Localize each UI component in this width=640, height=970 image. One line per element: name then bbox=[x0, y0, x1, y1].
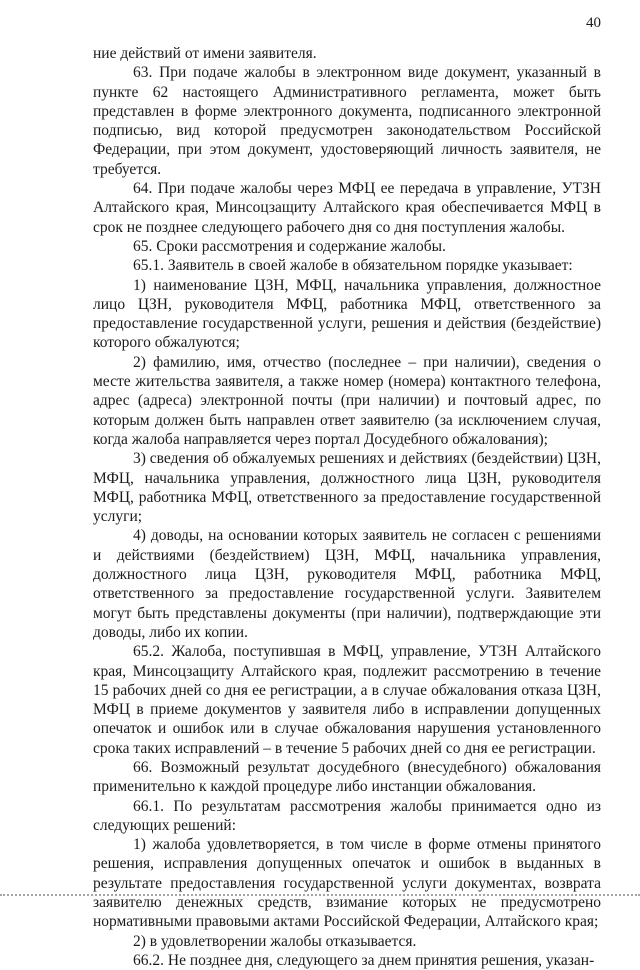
body-paragraph: 66. Возможный результат досудебного (внесудебного) обжалования применительно к каждой процедуре либо инстанции обжалования. bbox=[93, 758, 601, 796]
body-paragraph: ние действий от имени заявителя. bbox=[93, 45, 317, 62]
scan-edge-line bbox=[0, 894, 640, 896]
body-paragraph: 1) наименование ЦЗН, МФЦ, начальника управления, должностное лицо ЦЗН, руководителя МФЦ, работника МФЦ, ответственного за предоставление государственной услуги, решения и действия (бездействие) которого обжалуются; bbox=[93, 276, 601, 352]
document-body bbox=[93, 44, 601, 970]
body-paragraph: 63. При подаче жалобы в электронном виде документ, указанный в пункте 62 настоящего Административного регламента, может быть представлен в форме электронного документа, подписанного электронной подписью, вид которой предусмотрен законодательством Российской Федерации, при этом документ, удостоверяющий личность заявителя, не требуется. bbox=[93, 64, 601, 178]
body-paragraph: 64. При подаче жалобы через МФЦ ее передача в управление, УТЗН Алтайского края, Минсоцзащиту Алтайского края обеспечивается МФЦ в срок не позднее следующего рабочего дня со дня поступления жалобы. bbox=[93, 180, 601, 236]
body-paragraph: 3) сведения об обжалуемых решениях и действиях (бездействии) ЦЗН, МФЦ, начальника управления, должностного лица ЦЗН, руководителя МФЦ, работника МФЦ, ответственного за предоставление государственной услуги; bbox=[93, 450, 601, 526]
body-paragraph: 65.1. Заявитель в своей жалобе в обязательном порядке указывает: bbox=[133, 257, 573, 275]
body-paragraph: 2) в удовлетворении жалобы отказывается. bbox=[133, 932, 417, 950]
body-paragraph: 66.2. Не позднее дня, следующего за днем принятия решения, указан- bbox=[133, 951, 595, 969]
body-paragraph: 1) жалоба удовлетворяется, в том числе в форме отмены принятого решения, исправления допущенных опечаток и ошибок в выданных в результате предоставления государственной услуги документах, возврата заявителю денежных средств, взимание которых не предусмотрено нормативными правовыми актами Российской Федерации, Алтайского края; bbox=[93, 836, 601, 931]
body-paragraph: 2) фамилию, имя, отчество (последнее – при наличии), сведения о месте жительства заявителя, а также номер (номера) контактного телефона, адрес (адреса) электронной почты (при наличии) и почтовый адрес, по которым должен быть направлен ответ заявителю (за исключением случая, когда жалоба направляется через портал Досудебного обжалования); bbox=[93, 353, 601, 448]
body-paragraph: 65.2. Жалоба, поступившая в МФЦ, управление, УТЗН Алтайского края, Минсоцзащиту Алтайского края, подлежит рассмотрению в течение 15 рабочих дней со дня ее регистрации, а в случае обжалования отказа ЦЗН, МФЦ в приеме документов у заявителя либо в исправлении допущенных опечаток и ошибок или в случае обжалования нарушения установленного срока таких исправлений – в течение 5 рабочих дней со дня ее регистрации. bbox=[93, 643, 601, 757]
body-paragraph: 4) доводы, на основании которых заявитель не согласен с решениями и действиями (бездействием) ЦЗН, МФЦ, начальника управления, должностного лица ЦЗН, руководителя МФЦ, работника МФЦ, ответственного за предоставление государственной услуги. Заявителем могут быть представлены документы (при наличии), подтверждающие эти доводы, либо их копии. bbox=[93, 527, 601, 641]
body-paragraph: 65. Сроки рассмотрения и содержание жалобы. bbox=[133, 237, 446, 255]
page-number: 40 bbox=[586, 15, 601, 31]
body-paragraph: 66.1. По результатам рассмотрения жалобы принимается одно из следующих решений: bbox=[93, 797, 601, 834]
